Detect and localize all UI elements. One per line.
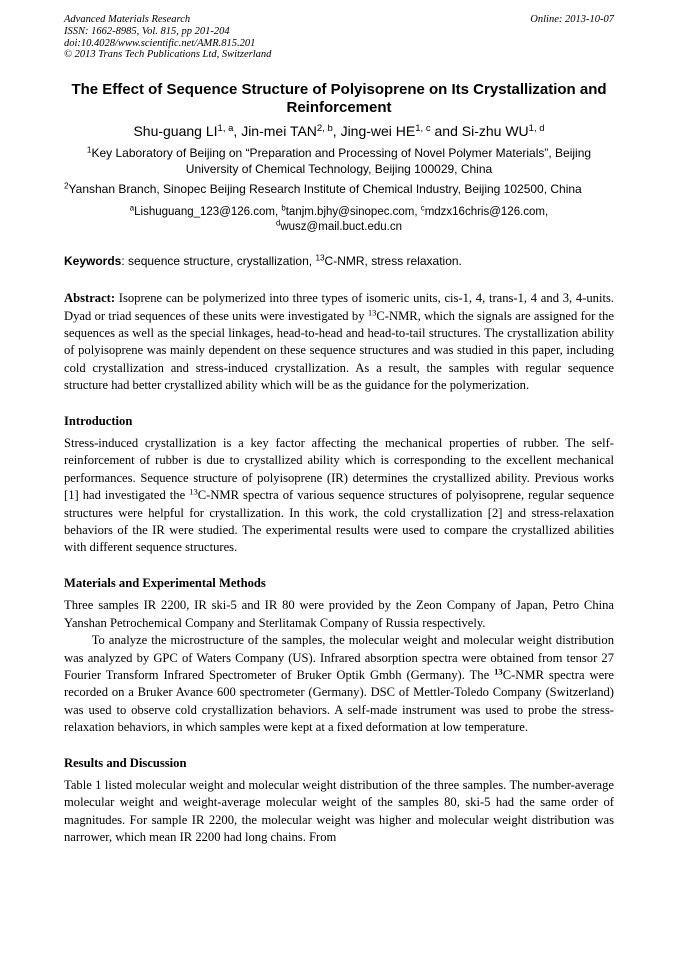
author-list — [64, 122, 614, 140]
affiliation-1 — [64, 145, 614, 177]
isotope-superscript: 13 — [367, 306, 377, 317]
paragraph-text: C-NMR spectra were recorded on a Bruker Avance 600 spectrometer (Germany). DSC of Mettler-Toledo Company (Switzerland) was used to observe cold crystallization behaviors. A self-made instrument was used to probe the stress-relaxation behaviors, in which samples were kept at a fixed deformation at low temperature. — [64, 667, 615, 735]
abstract-text: C-NMR, which the signals are assigned for the sequences as well as the special linkages, head-to-head and head-to-tail structures. The crystallization ability of polyisoprene was mainly dependent on these sequence structures and was studied in this paper, including cold crystallization and stress-induced crystallization. As a result, the samples with regular sequence structure had better crystallized ability which will be as the guidance for the polymerization. — [64, 308, 614, 393]
email-mark: a — [129, 203, 135, 213]
journal-copyright: © 2013 Trans Tech Publications Ltd, Switzerland — [64, 49, 272, 61]
keywords-text: : sequence structure, crystallization, — [121, 254, 316, 269]
abstract-text: Isoprene can be polymerized into three types of isomeric units, cis-1, 4, trans-1, 4 and 3, 4-units. Dyad or triad sequences of these units were investigated by — [64, 291, 614, 323]
affiliation-number: 2 — [64, 181, 69, 191]
keywords — [64, 253, 614, 269]
affiliation-text: Yanshan Branch, Sinopec Beijing Research Institute of Chemical Industry, Beijing 102500, China — [68, 182, 582, 197]
email-address: Lishuguang_123@126.com, — [134, 206, 282, 219]
author-name: Shu-guang LI — [133, 123, 218, 140]
affiliation-number: 1 — [86, 145, 92, 155]
journal-issn: ISSN: 1662-8985, Vol. 815, pp 201-204 — [64, 25, 230, 37]
journal-header — [64, 14, 614, 61]
affiliation-2 — [64, 181, 614, 197]
methods-paragraph-1: Three samples IR 2200, IR ski-5 and IR 80 were provided by the Zeon Company of Japan, Petro China Yanshan Petrochemical Company and Sterlitamak Company of Russia respectively. — [64, 598, 614, 630]
author-affiliation-mark: 1, c — [415, 122, 431, 134]
abstract-label: Abstract: — [64, 291, 116, 306]
author-affiliation-mark: 2, b — [316, 122, 333, 134]
author-name: Jin-mei TAN — [241, 123, 317, 140]
paragraph-text: C-NMR spectra of various sequence structures of polyisoprene, regular sequence structures were helpful for crystallization. In this work, the cold crystallization [2] and stress-relaxation behaviors of the IR were studied. The experimental results were used to compare the crystallized abilities with different sequence structures. — [64, 488, 614, 555]
email-address: wusz@mail.buct.edu.cn — [280, 221, 402, 234]
isotope-superscript: 13 — [189, 486, 198, 497]
author-separator: , — [233, 123, 242, 140]
section-heading-methods: Materials and Experimental Methods — [64, 575, 266, 590]
author-separator: and — [430, 123, 462, 140]
author-name: Jing-wei HE — [340, 123, 416, 140]
author-affiliation-mark: 1, d — [528, 122, 545, 134]
section-heading-results: Results and Discussion — [64, 755, 187, 770]
email-address: tanjm.bjhy@sinopec.com, — [285, 206, 421, 219]
online-date: Online: 2013-10-07 — [530, 14, 614, 25]
isotope-superscript: 13 — [315, 253, 325, 263]
email-mark: c — [420, 203, 425, 213]
section-heading-introduction: Introduction — [64, 413, 133, 428]
author-affiliation-mark: 1, a — [217, 122, 234, 134]
affiliation-text: Key Laboratory of Beijing on “Preparation and Processing of Novel Polymer Materials”, Beijing University of Chemical Technology, Beijing 100029, China — [91, 146, 592, 177]
journal-doi: doi:10.4028/www.scientific.net/AMR.815.201 — [64, 37, 256, 49]
email-mark: d — [276, 218, 281, 228]
isotope-superscript: 13 — [494, 666, 503, 677]
author-name: Si-zhu WU — [461, 123, 529, 140]
results-paragraph-1: Table 1 listed molecular weight and molecular weight distribution of the three samples. The number-average molecular weight and weight-average molecular weight of the samples 80, ski-5 had the same order of magnitudes. For sample IR 2200, the molecular weight was higher and molecular weight distribution was narrower, which mean IR 2200 had long chains. From — [64, 777, 614, 845]
email-mark: b — [281, 203, 286, 213]
methods-paragraph-2 — [64, 632, 614, 736]
email-list — [64, 205, 614, 235]
author-separator: , — [332, 123, 341, 140]
paper-title: The Effect of Sequence Structure of Polyisoprene on Its Crystallization and Reinforcement — [71, 81, 607, 117]
email-address: mdzx16chris@126.com, — [424, 206, 549, 219]
paragraph-text: To analyze the microstructure of the samples, the molecular weight and molecular weight distribution was analyzed by GPC of Waters Company (US). Infrared absorption spectra were obtained from tensor 27 Fourier Transform Infrared Spectrometer of Bruker Optik Gmbh (Germany). The — [64, 633, 614, 682]
introduction-paragraph — [64, 435, 614, 557]
journal-name: Advanced Materials Research — [64, 14, 191, 25]
abstract — [64, 290, 614, 394]
keywords-text: C-NMR, stress relaxation. — [324, 254, 462, 269]
keywords-label: Keywords — [64, 254, 122, 269]
paragraph-text: Stress-induced crystallization is a key factor affecting the mechanical properties of rubber. The self-reinforcement of rubber is due to crystallized ability which is corresponding to the excellent mechanical performances. Sequence structure of polyisoprene (IR) determines the crystallized ability. Previous works [1] had investigated the — [64, 436, 614, 503]
